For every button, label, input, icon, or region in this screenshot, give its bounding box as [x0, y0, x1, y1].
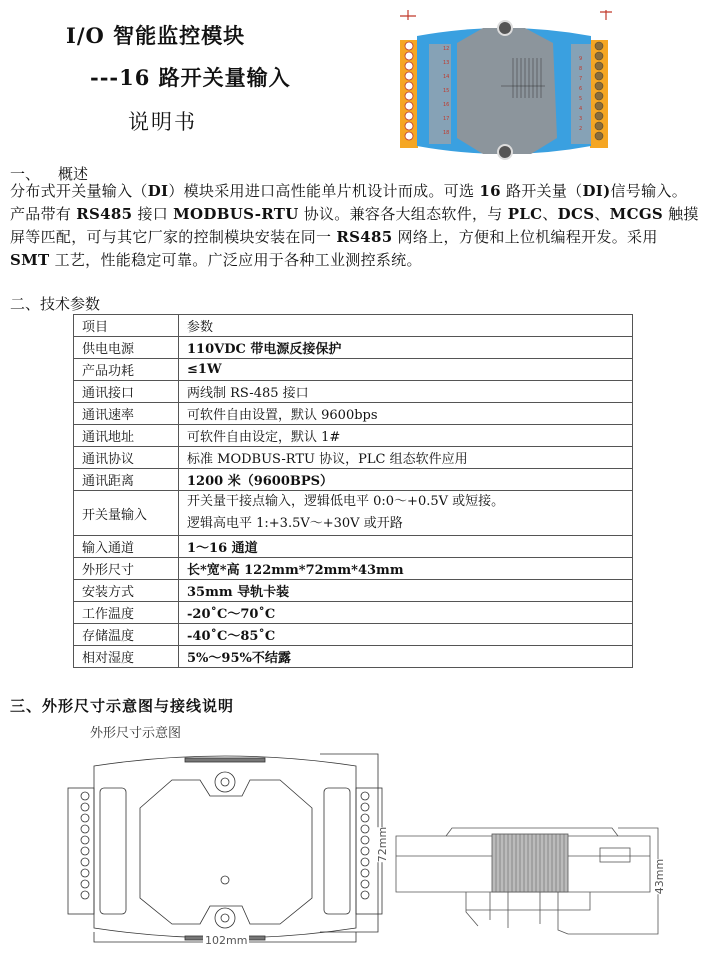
row-key: 通讯接口 — [74, 381, 179, 403]
depth-dimension: 43mm — [653, 858, 667, 895]
row-key: 产品功耗 — [74, 359, 179, 381]
table-row — [74, 469, 633, 491]
paragraph-run: 、 — [542, 205, 558, 223]
table-row — [74, 558, 633, 580]
table-row — [74, 536, 633, 558]
width-dimension: 102mm — [205, 934, 248, 947]
section1-number: 一、 — [10, 165, 41, 183]
paragraph-run: 网络上，方便和上位机编程开发。采用 — [392, 228, 658, 246]
row-key: 安装方式 — [74, 580, 179, 602]
svg-text:13: 13 — [443, 60, 450, 66]
svg-text:18: 18 — [443, 130, 450, 136]
row-key: 通讯速率 — [74, 403, 179, 425]
table-row — [74, 624, 633, 646]
svg-text:15: 15 — [443, 88, 450, 94]
row-value: 长*宽*高 122mm*72mm*43mm — [179, 558, 633, 580]
row-value: ≤1W — [179, 359, 633, 381]
svg-text:4: 4 — [579, 106, 583, 112]
row-key: 外形尺寸 — [74, 558, 179, 580]
row-value — [179, 491, 633, 536]
row-value: -20˚C～70˚C — [179, 602, 633, 624]
doc-title-line2: ---16 路开关量输入 — [90, 65, 291, 90]
table-row — [74, 425, 633, 447]
paragraph-run: 16 — [479, 182, 501, 200]
row-value: 可软件自由设置，默认 9600bps — [179, 403, 633, 425]
spec-table — [73, 314, 633, 668]
paragraph-run: 协议。兼容各大组态软件，与 — [298, 205, 508, 223]
paragraph-run: 工艺，性能稳定可靠。广泛应用于各种工业测控系统。 — [49, 251, 422, 269]
height-dimension: 72mm — [376, 826, 390, 863]
side-view-drawing — [390, 800, 667, 940]
svg-text:16: 16 — [443, 102, 450, 108]
row-key: 相对湿度 — [74, 646, 179, 668]
table-header-row — [74, 315, 633, 337]
row-value: 110VDC 带电源反接保护 — [179, 337, 633, 359]
paragraph-run: DI — [147, 182, 169, 200]
paragraph-run: ）模块采用进口高性能单片机设计而成。可选 — [168, 182, 480, 200]
paragraph-run: 信号输入。产品带有 — [10, 182, 688, 223]
row-value: 1～16 通道 — [179, 536, 633, 558]
dimension-diagram-caption: 外形尺寸示意图 — [90, 726, 182, 741]
row-value: 35mm 导轨卡装 — [179, 580, 633, 602]
table-row — [74, 646, 633, 668]
paragraph-run: 接口 — [132, 205, 174, 223]
table-row — [74, 491, 633, 536]
svg-text:7: 7 — [579, 76, 583, 82]
svg-text:17: 17 — [443, 116, 450, 122]
row-key: 通讯协议 — [74, 447, 179, 469]
row-value-line1: 开关量干接点输入，逻辑低电平 0:0～+0.5V 或短接。 — [187, 494, 505, 509]
paragraph-run: SMT — [10, 251, 50, 269]
paragraph-run: 路开关量（ — [500, 182, 583, 200]
row-key: 输入通道 — [74, 536, 179, 558]
svg-text:14: 14 — [443, 74, 450, 80]
svg-text:12: 12 — [443, 46, 450, 52]
svg-text:3: 3 — [579, 116, 583, 122]
table-row — [74, 447, 633, 469]
row-key: 开关量输入 — [74, 491, 179, 536]
module-illustration — [395, 8, 620, 160]
paragraph-run: PLC — [507, 205, 543, 223]
row-key: 通讯距离 — [74, 469, 179, 491]
row-value-line2: 逻辑高电平 1:+3.5V～+30V 或开路 — [187, 516, 403, 531]
row-key: 供电电源 — [74, 337, 179, 359]
row-value: 标准 MODBUS-RTU 协议，PLC 组态软件应用 — [179, 447, 633, 469]
svg-text:5: 5 — [579, 96, 583, 102]
paragraph-run: DCS — [557, 205, 595, 223]
row-value: 可软件自由设定，默认 1# — [179, 425, 633, 447]
row-value: 两线制 RS-485 接口 — [179, 381, 633, 403]
section3-heading: 三、外形尺寸示意图与接线说明 — [10, 697, 235, 715]
table-row — [74, 580, 633, 602]
svg-text:8: 8 — [579, 66, 583, 72]
doc-title-line1: I/O 智能监控模块 — [66, 23, 246, 48]
overview-paragraph — [10, 180, 700, 272]
header-param: 参数 — [179, 315, 633, 337]
paragraph-run: RS485 — [76, 205, 133, 223]
paragraph-run: 、 — [594, 205, 610, 223]
table-row — [74, 403, 633, 425]
row-value: -40˚C～85˚C — [179, 624, 633, 646]
paragraph-run: DI) — [582, 182, 611, 200]
row-key: 工作温度 — [74, 602, 179, 624]
paragraph-run: RS485 — [336, 228, 393, 246]
svg-text:2: 2 — [579, 126, 583, 132]
svg-text:9: 9 — [579, 56, 583, 62]
paragraph-run: MCGS — [609, 205, 664, 223]
row-key: 存储温度 — [74, 624, 179, 646]
table-row — [74, 337, 633, 359]
table-row — [74, 359, 633, 381]
table-row — [74, 602, 633, 624]
table-row — [74, 381, 633, 403]
svg-text:6: 6 — [579, 86, 583, 92]
paragraph-run: MODBUS-RTU — [173, 205, 299, 223]
section1-title: 概述 — [58, 165, 89, 183]
section2-heading: 二、技术参数 — [10, 295, 101, 313]
paragraph-run: 分布式开关量输入（ — [10, 182, 148, 200]
row-key: 通讯地址 — [74, 425, 179, 447]
paragraph-run: 触摸屏等匹配，可与其它厂家的控制模块安装在同一 — [10, 205, 699, 246]
doc-title-line3: 说明书 — [128, 110, 197, 134]
header-item: 项目 — [74, 315, 179, 337]
row-value: 5%～95%不结露 — [179, 646, 633, 668]
product-photo — [395, 8, 620, 160]
row-value: 1200 米（9600BPS） — [179, 469, 633, 491]
top-view-drawing — [60, 748, 390, 950]
